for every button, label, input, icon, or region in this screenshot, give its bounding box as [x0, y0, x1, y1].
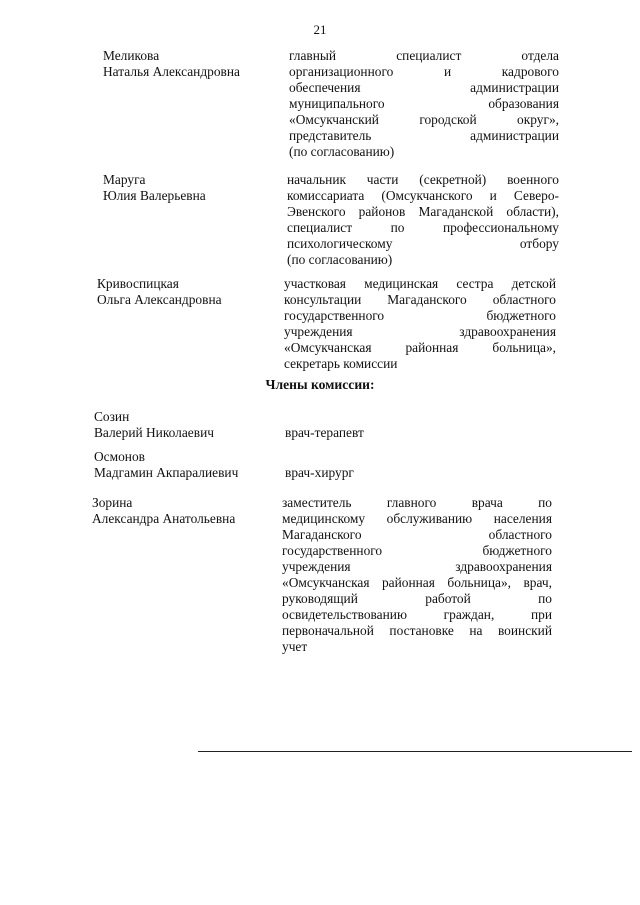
role-line: «Омсукчанский городской округ», [289, 112, 559, 127]
role-line: муниципального образования [289, 96, 559, 111]
role-line: представитель администрации [289, 128, 559, 143]
page-number: 21 [313, 22, 327, 37]
person-name [94, 449, 238, 481]
person-role [285, 465, 557, 481]
role-line: «Омсукчанская районная больница», врач, [282, 575, 552, 590]
person-name [103, 172, 206, 204]
role-line: обеспечения администрации [289, 80, 559, 95]
role-line: секретарь комиссии [284, 356, 398, 371]
person-role [287, 172, 559, 268]
bottom-divider [198, 751, 632, 752]
person-given-name: Наталья Александровна [103, 64, 240, 79]
person-given-name: Александра Анатольевна [92, 511, 236, 526]
person-name [94, 409, 214, 441]
role-line: врач-хирург [285, 465, 354, 480]
role-line: организационного и кадрового [289, 64, 559, 79]
role-line: врач-терапевт [285, 425, 364, 440]
person-role [284, 276, 556, 372]
person-given-name: Валерий Николаевич [94, 425, 214, 440]
person-role [289, 48, 559, 160]
person-given-name: Ольга Александровна [97, 292, 222, 307]
person-name [97, 276, 222, 308]
person-surname: Зорина [92, 495, 133, 510]
person-given-name: Мадгамин Акпаралиевич [94, 465, 239, 480]
role-line: учет [282, 639, 308, 654]
person-role [285, 425, 557, 441]
role-line: государственного бюджетного [284, 308, 556, 323]
person-given-name: Юлия Валерьевна [103, 188, 206, 203]
section-heading: Члены комиссии: [265, 377, 375, 392]
role-line: главный специалист отдела [289, 48, 559, 63]
role-line: психологическому отбору [287, 236, 559, 251]
role-line: медицинскому обслуживанию населения [282, 511, 552, 526]
person-name [103, 48, 240, 80]
role-line: (по согласованию) [287, 252, 393, 267]
role-line: комиссариата (Омсукчанского и Северо- [287, 188, 559, 203]
person-surname: Созин [94, 409, 130, 424]
role-line: заместитель главного врача по [282, 495, 552, 510]
role-line: Магаданского областного [282, 527, 552, 542]
role-line: Эвенского районов Магаданской области), [287, 204, 559, 219]
person-surname: Осмонов [94, 449, 145, 464]
role-line: учреждения здравоохранения [282, 559, 552, 574]
person-name [92, 495, 235, 527]
person-role [282, 495, 552, 655]
role-line: специалист по профессиональному [287, 220, 559, 235]
role-line: руководящий работой по [282, 591, 552, 606]
person-surname: Маруга [103, 172, 146, 187]
role-line: учреждения здравоохранения [284, 324, 556, 339]
role-line: консультации Магаданского областного [284, 292, 556, 307]
role-line: начальник части (секретной) военного [287, 172, 559, 187]
role-line: государственного бюджетного [282, 543, 552, 558]
role-line: освидетельствованию граждан, при [282, 607, 552, 622]
role-line: (по согласованию) [289, 144, 395, 159]
role-line: первоначальной постановке на воинский [282, 623, 552, 638]
role-line: участковая медицинская сестра детской [284, 276, 556, 291]
role-line: «Омсукчанская районная больница», [284, 340, 556, 355]
person-surname: Меликова [103, 48, 160, 63]
person-surname: Кривоспицкая [97, 276, 179, 291]
